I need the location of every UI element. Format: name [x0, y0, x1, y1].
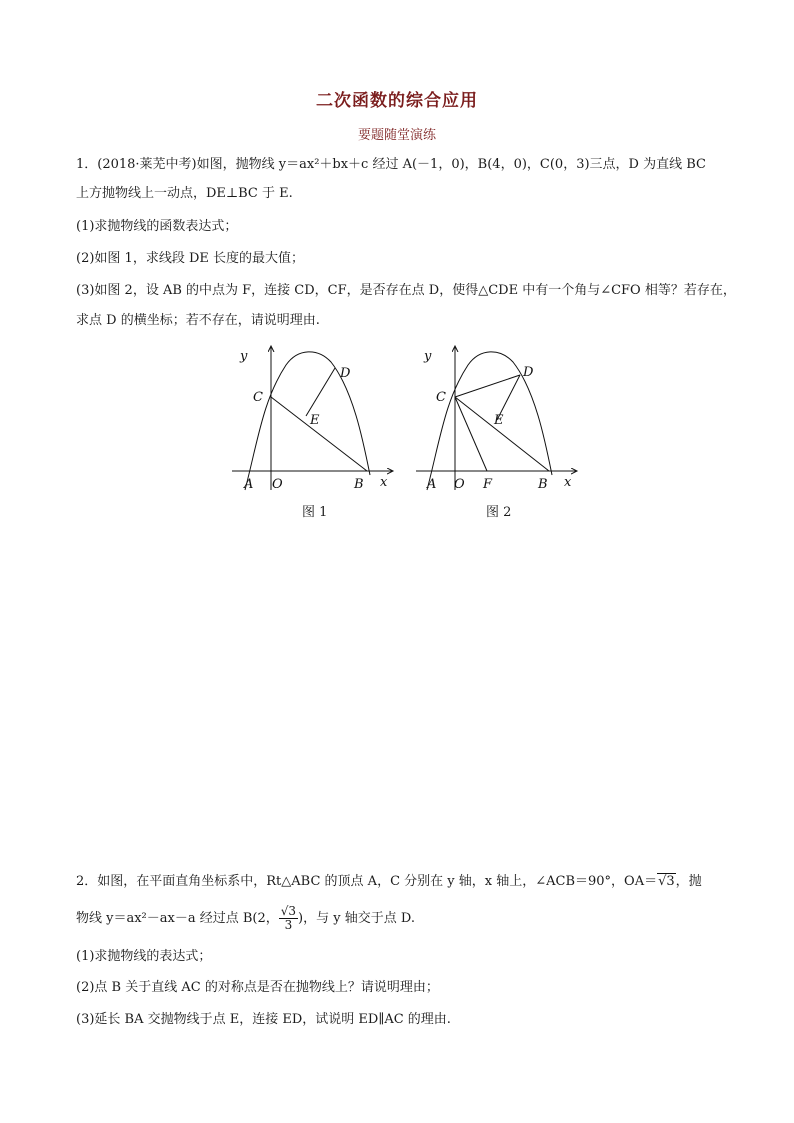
problem2-statement-line1 — [76, 873, 702, 891]
figure-2-diagram — [412, 340, 582, 498]
problem2-line2-text-a: 物线 y＝ax²－ax－a 经过点 B(2， — [76, 911, 279, 926]
label-c: C — [436, 390, 446, 405]
label-e: E — [494, 413, 504, 428]
figure-1 — [228, 340, 398, 502]
problem2-line1-text-a: 2．如图，在平面直角坐标系中，Rt△ABC 的顶点 A，C 分别在 y 轴，x 轴上，∠ACB＝90°，OA＝ — [76, 874, 658, 889]
label-e: E — [310, 413, 320, 428]
fraction-denominator: 3 — [284, 918, 293, 932]
figure-1-diagram — [228, 340, 398, 498]
label-x: x — [380, 475, 388, 490]
label-y: y — [240, 349, 248, 364]
figure-2 — [412, 340, 582, 502]
problem2-line2-text-b: )，与 y 轴交于点 D. — [298, 911, 415, 926]
segment-cf — [455, 397, 487, 471]
figure-1-caption: 图 1 — [302, 505, 328, 520]
section-subtitle: 要题随堂演练 — [357, 128, 436, 143]
label-o: O — [454, 477, 465, 492]
problem1-statement-line2: 上方抛物线上一动点，DE⊥BC 于 E. — [76, 186, 293, 201]
label-o: O — [272, 477, 283, 492]
label-a: A — [244, 477, 254, 492]
label-d: D — [523, 365, 534, 380]
problem1-question1: (1)求抛物线的函数表达式； — [76, 219, 238, 234]
problem1-question3-line1: (3)如图 2，设 AB 的中点为 F，连接 CD，CF，是否存在点 D，使得△CDE 中有一个角与∠CFO 相等？若存在， — [76, 283, 736, 298]
problem1-question3-line2: 求点 D 的横坐标；若不存在，请说明理由. — [76, 313, 320, 328]
problem2-fraction — [279, 905, 298, 932]
problem2-question1: (1)求抛物线的表达式； — [76, 949, 212, 964]
label-c: C — [253, 390, 263, 405]
page-title: 二次函数的综合应用 — [316, 91, 478, 111]
problem2-question2: (2)点 B 关于直线 AC 的对称点是否在抛物线上？请说明理由； — [76, 980, 439, 995]
parabola — [245, 352, 370, 490]
problem1-question2: (2)如图 1，求线段 DE 长度的最大值； — [76, 251, 304, 266]
fraction-numerator: √3 — [280, 904, 297, 918]
label-b: B — [354, 477, 364, 492]
problem2-question3: (3)延长 BA 交抛物线于点 E，连接 ED，试说明 ED∥AC 的理由. — [76, 1012, 451, 1027]
segment-de — [306, 368, 335, 416]
label-a: A — [427, 477, 437, 492]
segment-bc — [455, 397, 549, 471]
label-f: F — [483, 477, 493, 492]
figure-2-caption: 图 2 — [486, 505, 512, 520]
label-d: D — [340, 366, 351, 381]
problem2-statement-line2 — [76, 903, 415, 935]
segment-bc — [271, 397, 367, 471]
label-x: x — [564, 475, 572, 490]
problem2-line1-text-b: ，抛 — [675, 874, 702, 889]
problem1-statement-line1: 1．(2018·莱芜中考)如图，抛物线 y＝ax²＋bx＋c 经过 A(－1，0)，B(4，0)，C(0，3)三点，D 为直线 BC — [76, 157, 706, 172]
label-b: B — [538, 477, 548, 492]
label-y: y — [424, 349, 432, 364]
problem2-sqrt3: √3 — [658, 874, 675, 889]
